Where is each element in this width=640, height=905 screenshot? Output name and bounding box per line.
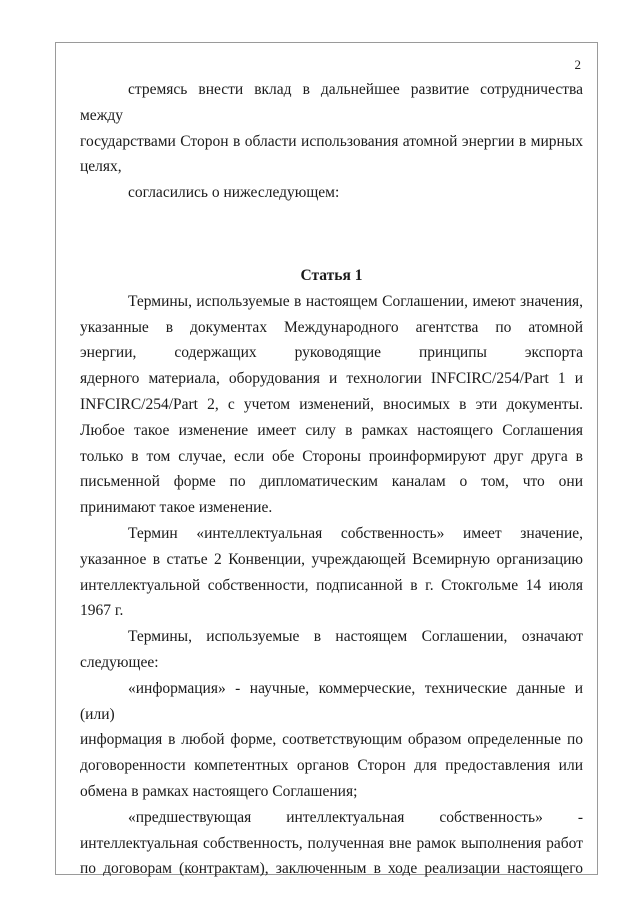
article-paragraph [80,676,583,805]
text-line: 1967 г. [80,602,124,620]
article-paragraph [80,289,583,521]
text-line: принимают такое изменение. [80,499,273,517]
text-line: Любое такое изменение имеет силу в рамках настоящего Соглашения [80,421,583,439]
text-line: по договорам (контрактам), заключенным в ходе реализации настоящего [80,860,583,878]
text-line: письменной форме по дипломатическим каналам о том, что они [80,473,583,491]
text-line: Термины, используемые в настоящем Соглашении, означают [128,628,583,646]
article-heading: Статья 1 [300,266,363,284]
text-line: стремясь внести вклад в дальнейшее развитие сотрудничества между [80,81,583,124]
article-paragraph [80,805,583,882]
article-paragraph [80,624,583,676]
text-line: договоренности компетентных органов Сторон для предоставления или [80,757,583,775]
text-line: только в том случае, если обе Стороны проинформируют друг друга в [80,447,583,465]
text-line: указанные в документах Международного агентства по атомной [80,318,583,336]
text-line: Термины, используемые в настоящем Соглашении, имеют значения, [128,292,583,310]
page-number: 2 [574,57,581,72]
text-line: следующее: [80,653,159,671]
text-line: «информация» - научные, коммерческие, технические данные и (или) [80,679,583,723]
intro-agreement-line: согласились о нижеследующем: [128,184,340,202]
intro-paragraph [80,77,583,180]
text-line: обмена в рамках настоящего Соглашения; [80,782,358,800]
text-line: указанное в статье 2 Конвенции, учреждающей Всемирную организацию [80,550,583,568]
text-line: «предшествующая интеллектуальная собственность» - [128,808,583,826]
document-body [80,77,583,882]
text-line: интеллектуальная собственность, полученная вне рамок выполнения работ [80,834,583,852]
text-line: энергии, содержащих руководящие принципы экспорта [80,344,583,362]
article-paragraph [80,521,583,624]
document-page [55,42,598,878]
text-line: информация в любой форме, соответствующим образом определенные по [80,731,583,749]
text-line: INFCIRC/254/Part 2, с учетом изменений, вносимых в эти документы. [80,395,583,413]
text-line: государствами Сторон в области использования атомной энергии в мирных [80,132,583,150]
text-line: интеллектуальной собственности, подписанной в г. Стокгольме 14 июля [80,576,583,594]
text-line: целях, [80,158,122,176]
text-line: ядерного материала, оборудования и технологии INFCIRC/254/Part 1 и [80,370,583,388]
text-line: Термин «интеллектуальная собственность» имеет значение, [128,524,583,542]
